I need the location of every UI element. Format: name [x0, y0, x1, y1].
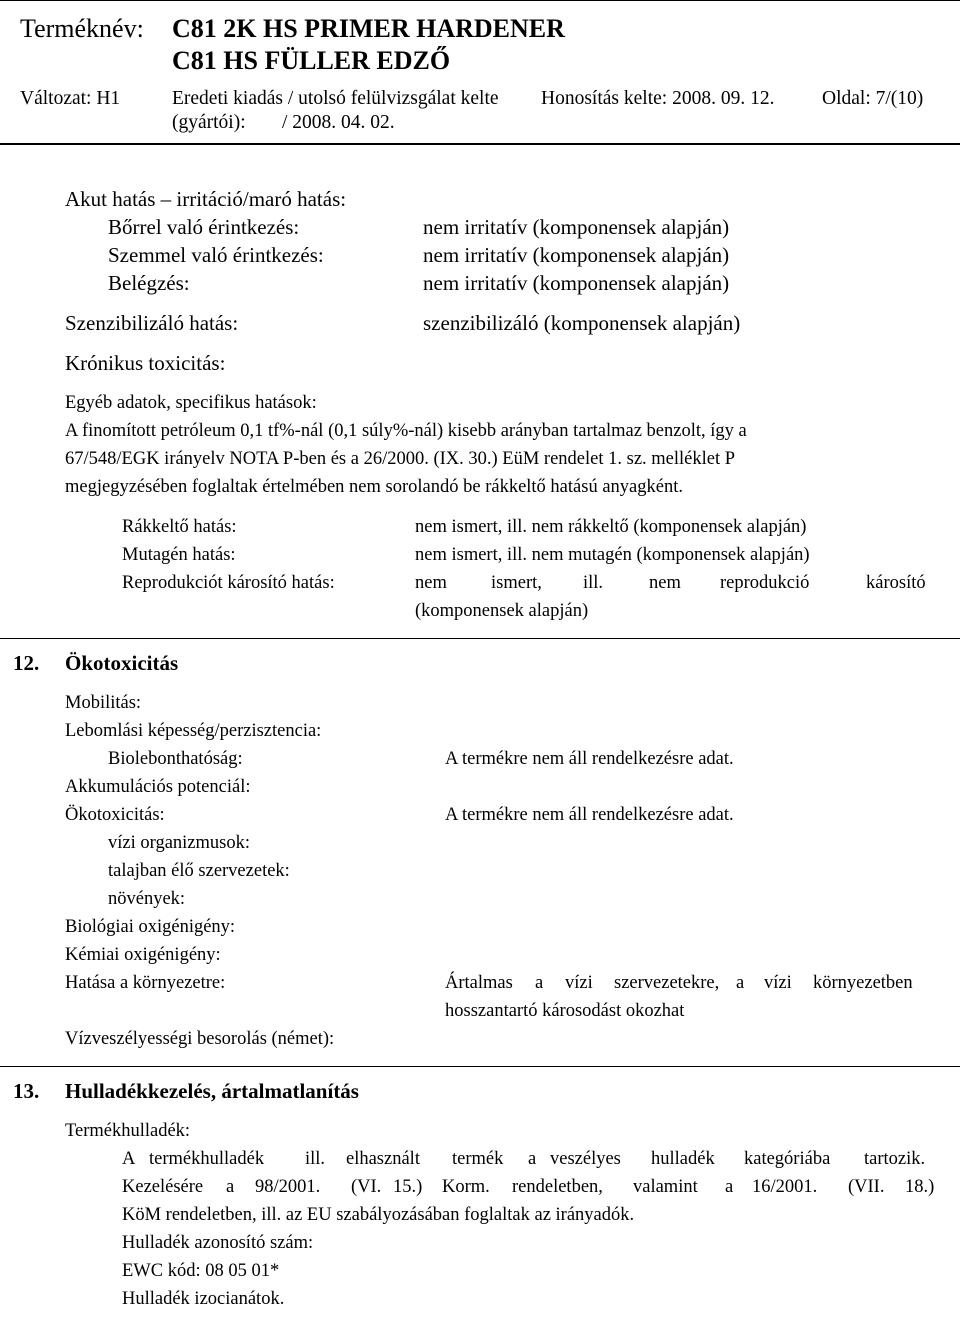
- waste-line-2-w3: 98/2001.: [255, 1177, 321, 1197]
- section-13-title: Hulladékkezelés, ártalmatlanítás: [65, 1079, 359, 1103]
- environment-effect-label: Hatása a környezetre:: [65, 973, 226, 993]
- soil-organisms-label: talajban élő szervezetek:: [108, 861, 290, 881]
- waste-description: Hulladék izocianátok.: [122, 1289, 285, 1309]
- chronic-toxicity-label: Krónikus toxicitás:: [65, 351, 226, 375]
- reproductive-value-w6: károsító: [866, 573, 926, 593]
- product-waste-label: Termékhulladék:: [65, 1121, 191, 1141]
- waste-line-1-w2: termékhulladék: [149, 1149, 265, 1169]
- environment-effect-w6: vízi: [764, 973, 792, 993]
- reproductive-value-w3: ill.: [583, 573, 604, 593]
- mutagenic-value: nem ismert, ill. nem mutagén (komponensek alapján): [415, 545, 810, 565]
- section-13-divider: [0, 1066, 960, 1067]
- mobility-label: Mobilitás:: [65, 693, 142, 713]
- waste-line-1-w8: hulladék: [651, 1149, 715, 1169]
- cod-label: Kémiai oxigénigény:: [65, 945, 221, 965]
- section-13-number: 13.: [13, 1079, 40, 1103]
- reproductive-value-w1: nem: [415, 573, 447, 593]
- waste-line-2-w7: rendeletben,: [512, 1177, 603, 1197]
- sensitization-label: Szenzibilizáló hatás:: [65, 311, 239, 335]
- eye-label: Szemmel való érintkezés:: [108, 243, 324, 267]
- version-label: Változat: H1: [20, 88, 121, 109]
- bod-label: Biológiai oxigénigény:: [65, 917, 236, 937]
- plants-label: növények:: [108, 889, 186, 909]
- waste-id-label: Hulladék azonosító szám:: [122, 1233, 314, 1253]
- waste-line-1-w1: A: [122, 1149, 136, 1169]
- carcinogenic-value: nem ismert, ill. nem rákkeltő (komponensek alapján): [415, 517, 807, 537]
- biodegradability-value: A termékre nem áll rendelkezésre adat.: [445, 749, 734, 769]
- skin-value: nem irritatív (komponensek alapján): [423, 215, 730, 239]
- environment-effect-w7: környezetben: [813, 973, 913, 993]
- environment-effect-line-2: hosszantartó károsodást okozhat: [445, 1001, 685, 1021]
- reproductive-value-w5: reprodukció: [720, 573, 810, 593]
- page-top-border: [0, 0, 960, 1]
- waste-line-2-w1: Kezelésére: [122, 1177, 204, 1197]
- section-12-divider: [0, 638, 960, 639]
- inhalation-label: Belégzés:: [108, 271, 190, 295]
- waste-line-1-w6: a: [528, 1149, 537, 1169]
- reproductive-label: Reprodukciót károsító hatás:: [122, 573, 335, 593]
- waste-line-1-w9: kategóriába: [744, 1149, 831, 1169]
- other-data-line-2: 67/548/EGK irányelv NOTA P-ben és a 26/2000. (IX. 30.) EüM rendelet 1. sz. melléklet P: [65, 449, 736, 469]
- waste-line-1-w3: ill.: [305, 1149, 326, 1169]
- environment-effect-w5: a: [736, 973, 745, 993]
- waste-line-2-w2: a: [226, 1177, 235, 1197]
- waste-line-1-w10: tartozik.: [864, 1149, 926, 1169]
- environment-effect-w1: Ártalmas: [445, 973, 513, 993]
- issue-date-label-2: (gyártói):: [172, 112, 246, 133]
- ecotoxicity-value: A termékre nem áll rendelkezésre adat.: [445, 805, 734, 825]
- biodegradability-label: Biolebonthatóság:: [108, 749, 243, 769]
- reproductive-value-w4: nem: [649, 573, 681, 593]
- other-data-line-3: megjegyzésében foglaltak értelmében nem sorolandó be rákkeltő hatású anyagként.: [65, 477, 683, 497]
- skin-label: Bőrrel való érintkezés:: [108, 215, 300, 239]
- adoption-date: Honosítás kelte: 2008. 09. 12.: [541, 88, 775, 109]
- waste-line-3: KöM rendeletben, ill. az EU szabályozásában foglaltak az irányadók.: [122, 1205, 635, 1225]
- accumulation-label: Akkumulációs potenciál:: [65, 777, 251, 797]
- mutagenic-label: Mutagén hatás:: [122, 545, 236, 565]
- inhalation-value: nem irritatív (komponensek alapján): [423, 271, 730, 295]
- section-12-number: 12.: [13, 651, 40, 675]
- waste-line-2-w9: a: [725, 1177, 734, 1197]
- waste-line-2-w6: Korm.: [442, 1177, 490, 1197]
- acute-heading: Akut hatás – irritáció/maró hatás:: [65, 187, 347, 211]
- waste-line-2-w10: 16/2001.: [752, 1177, 818, 1197]
- environment-effect-w3: vízi: [565, 973, 593, 993]
- waste-line-2-w5: 15.): [393, 1177, 423, 1197]
- section-12-title: Ökotoxicitás: [65, 651, 179, 675]
- product-name-2: C81 HS FÜLLER EDZŐ: [172, 46, 451, 75]
- sensitization-value: szenzibilizáló (komponensek alapján): [423, 311, 741, 335]
- degradation-label: Lebomlási képesség/perzisztencia:: [65, 721, 322, 741]
- waste-line-2-w12: 18.): [905, 1177, 935, 1197]
- issue-date-label: Eredeti kiadás / utolsó felülvizsgálat kelte: [172, 88, 499, 109]
- reproductive-value-w2: ismert,: [491, 573, 542, 593]
- environment-effect-w4: szervezetekre,: [614, 973, 720, 993]
- environment-effect-w2: a: [535, 973, 544, 993]
- other-data-line-1: A finomított petróleum 0,1 tf%-nál (0,1 súly%-nál) kisebb arányban tartalmaz benzolt, így a: [65, 421, 747, 441]
- carcinogenic-label: Rákkeltő hatás:: [122, 517, 237, 537]
- product-name-1: C81 2K HS PRIMER HARDENER: [172, 14, 565, 43]
- eye-value: nem irritatív (komponensek alapján): [423, 243, 730, 267]
- issue-date-value: / 2008. 04. 02.: [282, 112, 395, 133]
- ewc-code: EWC kód: 08 05 01*: [122, 1261, 280, 1281]
- product-name-label: Terméknév:: [20, 14, 144, 43]
- waste-line-2-w4: (VI.: [351, 1177, 382, 1197]
- aquatic-organisms-label: vízi organizmusok:: [108, 833, 250, 853]
- ecotoxicity-label: Ökotoxicitás:: [65, 805, 165, 825]
- waste-line-1-w5: termék: [452, 1149, 504, 1169]
- waste-line-1-w4: elhasznált: [346, 1149, 420, 1169]
- page-number: Oldal: 7/(10): [822, 88, 924, 109]
- reproductive-value-line-2: (komponensek alapján): [415, 601, 589, 621]
- waste-line-1-w7: veszélyes: [550, 1149, 621, 1169]
- waste-line-2-w8: valamint: [633, 1177, 698, 1197]
- header-divider: [0, 143, 960, 145]
- water-hazard-label: Vízveszélyességi besorolás (német):: [65, 1029, 335, 1049]
- waste-line-2-w11: (VII.: [848, 1177, 885, 1197]
- other-data-heading: Egyéb adatok, specifikus hatások:: [65, 393, 317, 413]
